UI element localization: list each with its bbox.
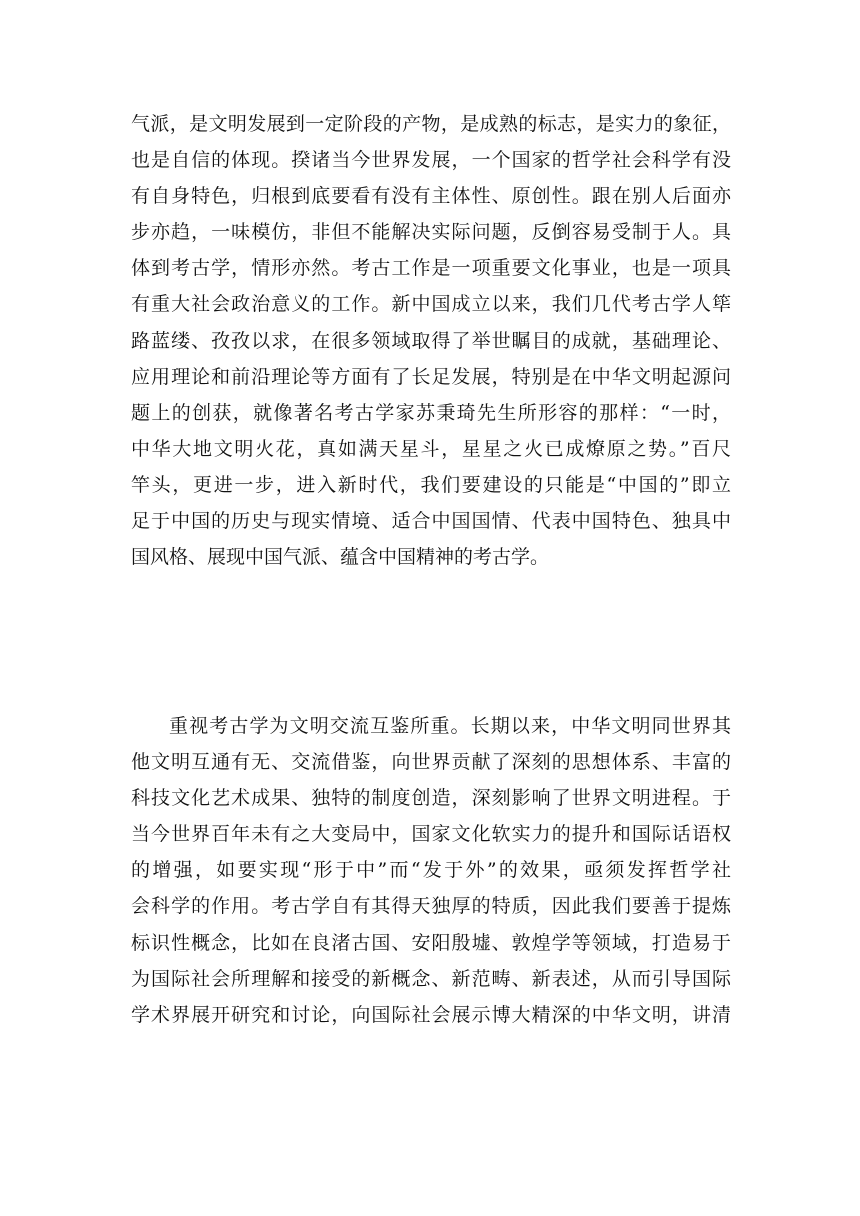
text-line: 重视考古学为文明交流互鉴所重。长期以来，中华文明同世界其 [169,715,731,737]
text-line: 题上的创获，就像著名考古学家苏秉琦先生所形容的那样：“一时， [131,401,731,424]
text-line: 应用理论和前沿理论等方面有了长足发展，特别是在中华文明起源问 [131,365,731,388]
paragraph-1 [131,106,731,575]
text-line: 学术界展开研究和讨论，向国际社会展示博大精深的中华文明，讲清 [131,1003,731,1026]
text-line: 国风格、展现中国气派、蕴含中国精神的考古学。 [131,546,550,569]
text-line: 足于中国的历史与现实情境、适合中国国情、代表中国特色、独具中 [131,510,731,533]
paragraph-2 [131,708,731,1033]
text-line: 他文明互通有无、交流借鉴，向世界贡献了深刻的思想体系、丰富的 [131,751,731,774]
text-line: 会科学的作用。考古学自有其得天独厚的特质，因此我们要善于提炼 [131,895,731,918]
text-line: 标识性概念，比如在良渚古国、安阳殷墟、敦煌学等领域，打造易于 [131,931,731,954]
text-line: 中华大地文明火花，真如满天星斗，星星之火已成燎原之势。”百尺 [131,437,731,460]
text-line: 当今世界百年未有之大变局中，国家文化软实力的提升和国际话语权 [131,823,731,846]
text-line: 体到考古学，情形亦然。考古工作是一项重要文化事业，也是一项具 [131,257,731,280]
text-line: 路蓝缕、孜孜以求，在很多领域取得了举世瞩目的成就，基础理论、 [131,329,731,352]
text-line: 步亦趋，一味模仿，非但不能解决实际问题，反倒容易受制于人。具 [131,221,731,244]
text-line: 为国际社会所理解和接受的新概念、新范畴、新表述，从而引导国际 [131,967,731,990]
text-line: 科技文化艺术成果、独特的制度创造，深刻影响了世界文明进程。于 [131,787,731,810]
text-line: 也是自信的体现。揆诸当今世界发展，一个国家的哲学社会科学有没 [131,149,731,172]
text-line: 有自身特色，归根到底要看有没有主体性、原创性。跟在别人后面亦 [131,185,731,208]
text-line: 的增强，如要实现“形于中”而“发于外”的效果，亟须发挥哲学社 [131,859,731,882]
text-line: 竿头，更进一步，进入新时代，我们要建设的只能是“中国的”即立 [131,473,731,496]
text-line: 气派，是文明发展到一定阶段的产物，是成熟的标志，是实力的象征， [131,113,731,135]
text-line: 有重大社会政治意义的工作。新中国成立以来，我们几代考古学人筚 [131,293,731,316]
